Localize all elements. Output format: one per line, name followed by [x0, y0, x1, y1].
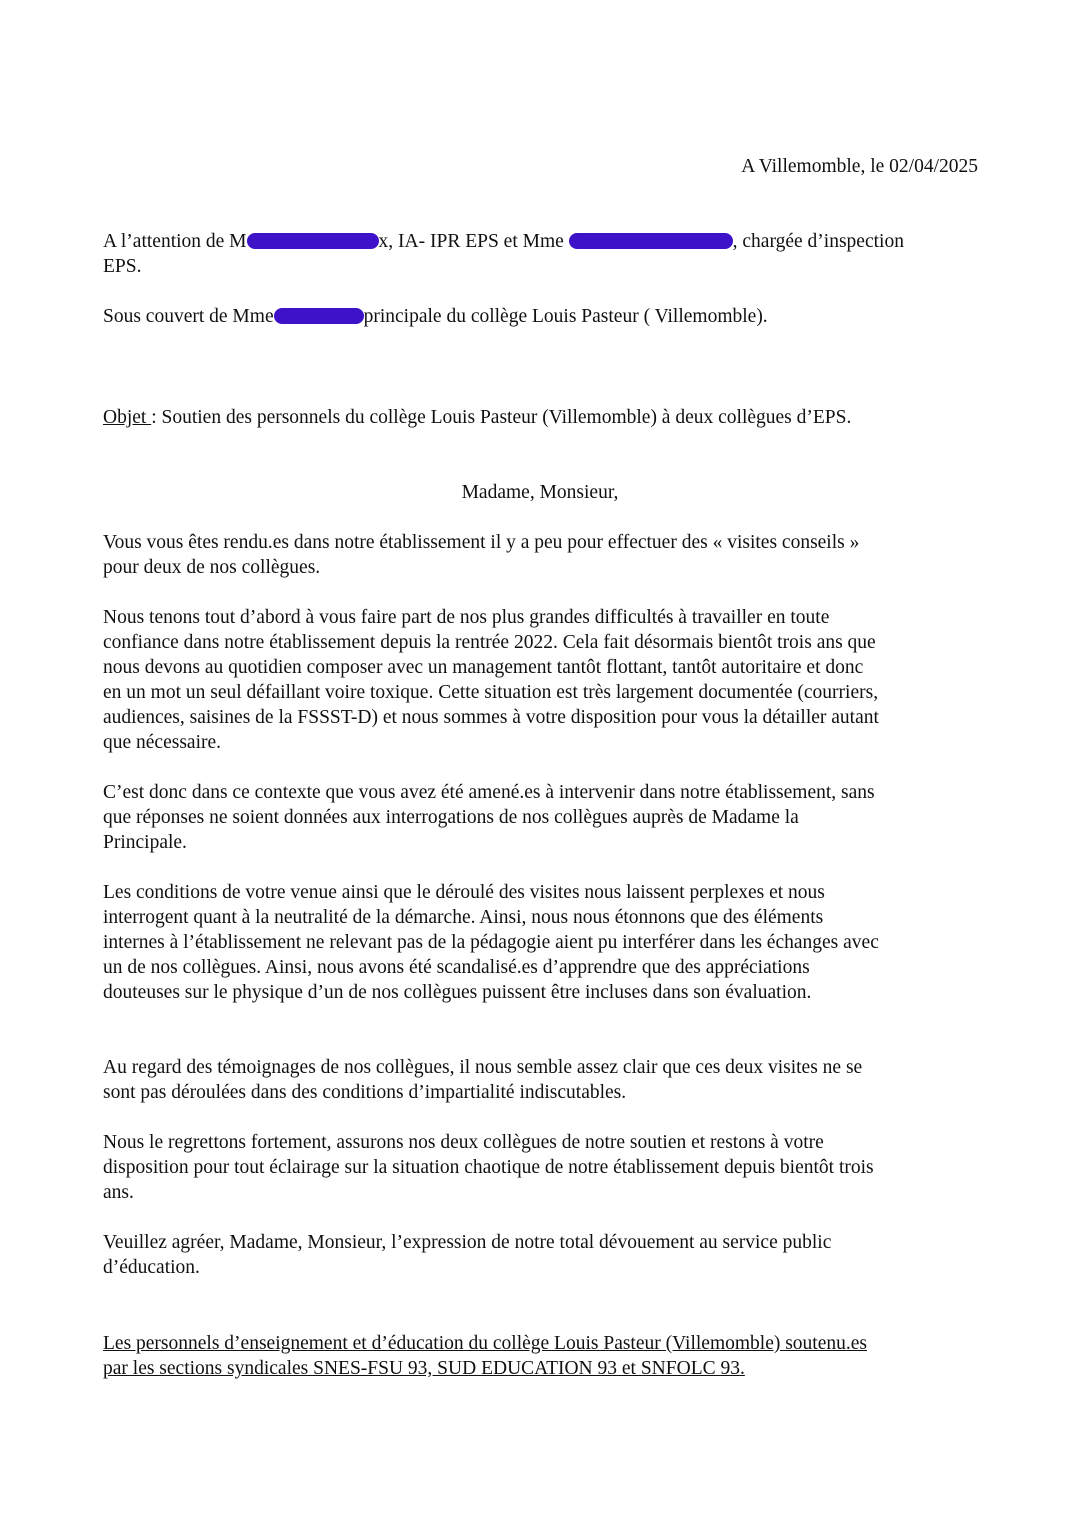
paragraph-line: Nous tenons tout d’abord à vous faire part de nos plus grandes difficultés à travailler en toute [103, 607, 830, 628]
paragraph-line: C’est donc dans ce contexte que vous avez été amené.es à intervenir dans notre établissement, sans [103, 782, 875, 803]
sous-couvert-line [103, 304, 768, 329]
redacted-name-1 [247, 233, 379, 249]
signature-line: Les personnels d’enseignement et d’éducation du collège Louis Pasteur (Villemomble) soutenu.es [103, 1333, 867, 1354]
salutation: Madame, Monsieur, [461, 482, 619, 503]
attention-mid: x, IA- IPR EPS et Mme [378, 231, 564, 252]
paragraph-line: Principale. [103, 832, 187, 853]
paragraph-line: disposition pour tout éclairage sur la situation chaotique de notre établissement depuis bientôt trois [103, 1157, 874, 1178]
paragraph-line: que nécessaire. [103, 732, 222, 753]
redacted-name-2 [569, 233, 733, 249]
paragraph-line: sont pas déroulées dans des conditions d’impartialité indiscutables. [103, 1082, 627, 1103]
attention-suffix: , chargée d’inspection [732, 231, 904, 252]
paragraph-line: d’éducation. [103, 1257, 200, 1278]
paragraph-line: confiance dans notre établissement depuis la rentrée 2022. Cela fait désormais bientôt trois ans que [103, 632, 876, 653]
paragraph-line: internes à l’établissement ne relevant pas de la pédagogie aient pu interférer dans les échanges avec [103, 932, 879, 953]
paragraph-line: Nous le regrettons fortement, assurons nos deux collègues de notre soutien et restons à votre [103, 1132, 824, 1153]
paragraph-line: en un mot un seul défaillant voire toxique. Cette situation est très largement documentée (courriers, [103, 682, 879, 703]
paragraph-line: audiences, saisines de la FSSST-D) et nous sommes à votre disposition pour vous la détailler autant [103, 707, 879, 728]
objet-label: Objet [103, 407, 152, 428]
paragraph-line: Vous vous êtes rendu.es dans notre établissement il y a peu pour effectuer des « visites conseils » [103, 532, 860, 553]
paragraph-line: interrogent quant à la neutralité de la démarche. Ainsi, nous nous étonnons que des éléments [103, 907, 824, 928]
sous-couvert-suffix: principale du collège Louis Pasteur ( Villemomble). [363, 306, 768, 327]
paragraph-line: douteuses sur le physique d’un de nos collègues puissent être incluses dans son évaluation. [103, 982, 812, 1003]
paragraph-line: nous devons au quotidien composer avec un management tantôt flottant, tantôt autoritaire et donc [103, 657, 864, 678]
objet-line [103, 405, 851, 430]
attention-line [103, 229, 904, 254]
sous-couvert-prefix: Sous couvert de Mme [103, 306, 274, 327]
attention-prefix: A l’attention de M [103, 231, 247, 252]
paragraph-line: Au regard des témoignages de nos collègues, il nous semble assez clair que ces deux visites ne se [103, 1057, 863, 1078]
paragraph-line: Veuillez agréer, Madame, Monsieur, l’expression de notre total dévouement au service public [103, 1232, 832, 1253]
signature-line: par les sections syndicales SNES-FSU 93, SUD EDUCATION 93 et SNFOLC 93. [103, 1358, 745, 1379]
paragraph-line: pour deux de nos collègues. [103, 557, 321, 578]
paragraph-line: que réponses ne soient données aux interrogations de nos collègues auprès de Madame la [103, 807, 799, 828]
paragraph-line: ans. [103, 1182, 134, 1203]
redacted-name-3 [274, 308, 364, 324]
attention-line-2: EPS. [103, 256, 142, 277]
paragraph-line: Les conditions de votre venue ainsi que le déroulé des visites nous laissent perplexes et nous [103, 882, 825, 903]
objet-text: : Soutien des personnels du collège Louis Pasteur (Villemomble) à deux collègues d’EPS. [151, 407, 852, 428]
place-date: A Villemomble, le 02/04/2025 [741, 156, 978, 177]
paragraph-line: un de nos collègues. Ainsi, nous avons été scandalisé.es d’apprendre que des appréciations [103, 957, 810, 978]
